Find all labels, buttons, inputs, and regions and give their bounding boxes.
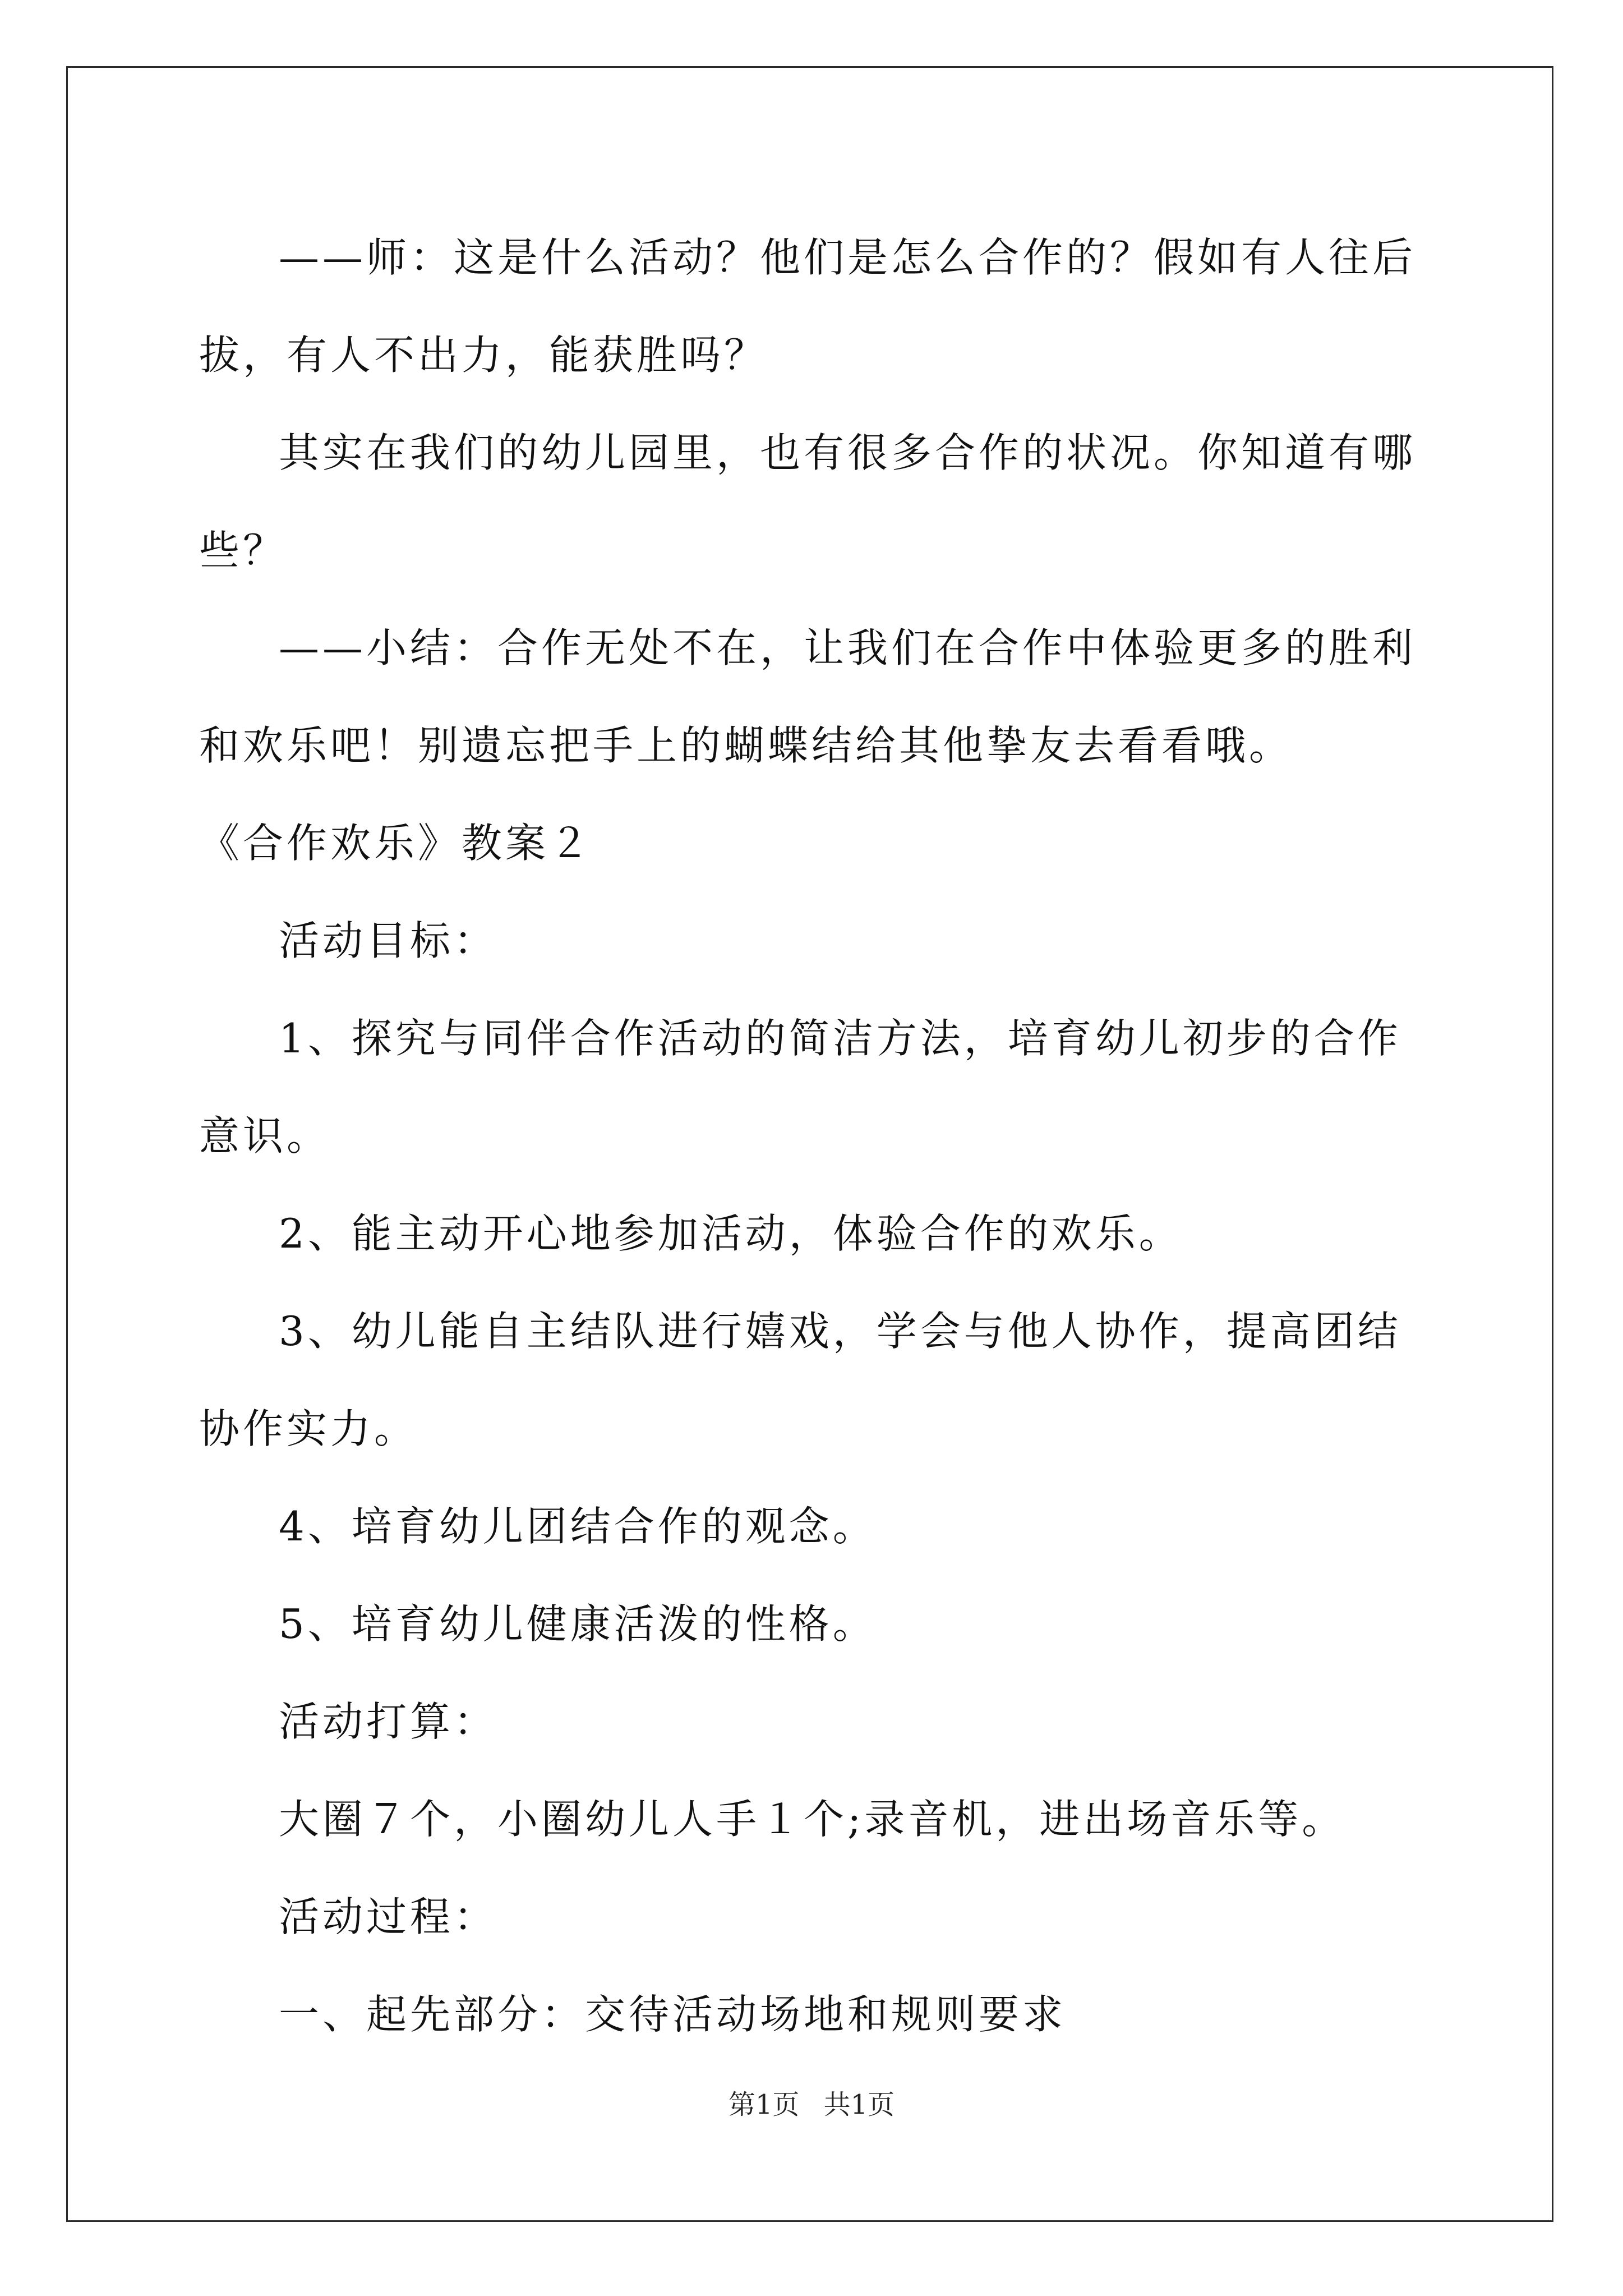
paragraph-summary: ——小结：合作无处不在，让我们在合作中体验更多的胜利和欢乐吧！别遗忘把手上的蝴蝶结给其他挚友去看看哦。 [199, 624, 1417, 769]
heading-activity-process: 活动过程： [279, 1893, 498, 1940]
process-step-1: 一、起先部分：交待活动场地和规则要求 [279, 1991, 1067, 2038]
page-footer [0, 2088, 1623, 2122]
goal-item-1: 1、探究与同伴合作活动的简洁方法，培育幼儿初步的合作意识。 [199, 1015, 1401, 1159]
goal-item-5: 5、培育幼儿健康活泼的性格。 [279, 1600, 877, 1648]
heading-activity-preparation: 活动打算： [279, 1698, 498, 1745]
goal-item-2: 2、能主动开心地参加活动，体验合作的欢乐。 [279, 1210, 1183, 1257]
preparation-materials: 大圈７个，小圈幼儿人手１个;录音机，进出场音乐等。 [279, 1796, 1346, 1843]
goal-item-3: 3、幼儿能自主结队进行嬉戏，学会与他人协作，提高团结协作实力。 [199, 1308, 1401, 1452]
document-body [199, 209, 1422, 2063]
heading-activity-goals: 活动目标： [279, 917, 498, 964]
paragraph-kindergarten-cooperation: 其实在我们的幼儿园里，也有很多合作的状况。你知道有哪些？ [199, 429, 1417, 574]
paragraph-teacher-question: ——师：这是什么活动？他们是怎么合作的？假如有人往后拔，有人不出力，能获胜吗？ [199, 234, 1417, 379]
page-current-label: 第1页 [728, 2089, 800, 2120]
page-total-label: 共1页 [823, 2089, 895, 2120]
goal-item-4: 4、培育幼儿团结合作的观念。 [279, 1503, 877, 1550]
section-title-lesson-plan-2: 《合作欢乐》教案２ [199, 820, 593, 867]
